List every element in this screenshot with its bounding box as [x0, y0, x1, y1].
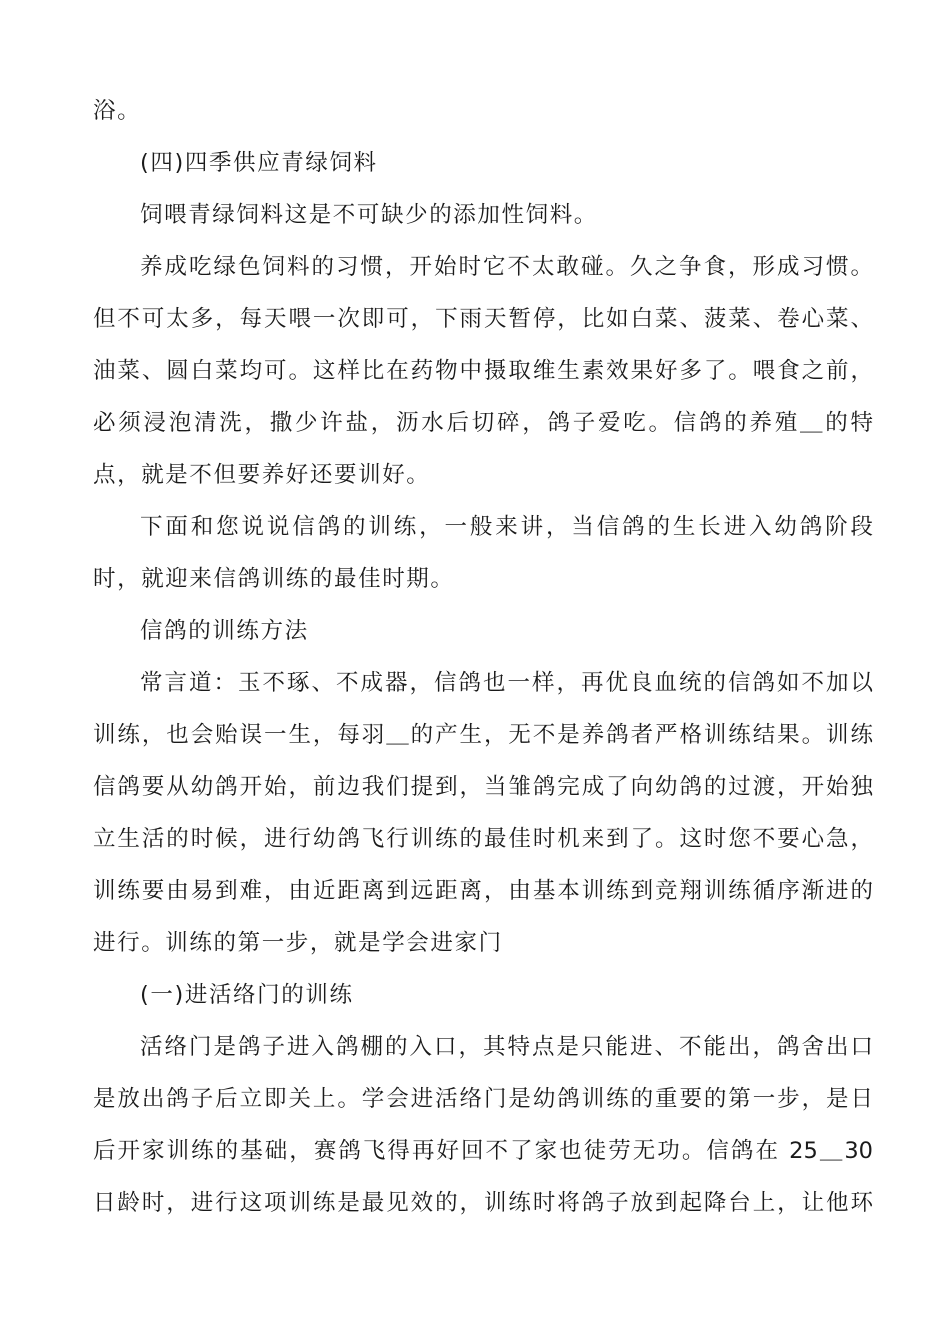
text-line: 立生活的时候，进行幼鸽飞行训练的最佳时机来到了。这时您不要心急， — [93, 826, 873, 852]
text-line: 浴。 — [93, 98, 142, 124]
section-heading: 信鸽的训练方法 — [140, 618, 309, 644]
text-line: 但不可太多，每天喂一次即可，下雨天暂停，比如白菜、菠菜、卷心菜、 — [93, 306, 873, 332]
text-line: 活络门是鸽子进入鸽棚的入口，其特点是只能进、不能出，鸽舍出口 — [140, 1034, 873, 1060]
text-line: 训练，也会贻误一生，每羽＿的产生，无不是养鸽者严格训练结果。训练 — [93, 722, 873, 748]
text-line: 油菜、圆白菜均可。这样比在药物中摄取维生素效果好多了。喂食之前， — [93, 358, 873, 384]
text-line: 常言道：玉不琢、不成器，信鸽也一样，再优良血统的信鸽如不加以 — [140, 670, 873, 696]
section-heading: (四)四季供应青绿饲料 — [140, 150, 378, 176]
text-line: 点，就是不但要养好还要训好。 — [93, 462, 431, 488]
text-line: 是放出鸽子后立即关上。学会进活络门是幼鸽训练的重要的第一步，是日 — [93, 1086, 873, 1112]
text-line: 训练要由易到难，由近距离到远距离，由基本训练到竞翔训练循序渐进的 — [93, 878, 873, 904]
text-line: 时，就迎来信鸽训练的最佳时期。 — [93, 566, 455, 592]
text-line: 饲喂青绿饲料这是不可缺少的添加性饲料。 — [140, 202, 598, 228]
text-line: 信鸽要从幼鸽开始，前边我们提到，当雏鸽完成了向幼鸽的过渡，开始独 — [93, 774, 873, 800]
text-line: 后开家训练的基础，赛鸽飞得再好回不了家也徒劳无功。信鸽在 25＿30 — [93, 1138, 873, 1164]
text-line: 进行。训练的第一步，就是学会进家门 — [93, 930, 503, 956]
text-line: 下面和您说说信鸽的训练，一般来讲，当信鸽的生长进入幼鸽阶段 — [140, 514, 873, 540]
text-line: 日龄时，进行这项训练是最见效的，训练时将鸽子放到起降台上，让他环 — [93, 1190, 873, 1216]
text-line: 养成吃绿色饲料的习惯，开始时它不太敢碰。久之争食，形成习惯。 — [140, 254, 873, 280]
section-heading: (一)进活络门的训练 — [140, 982, 354, 1008]
text-line: 必须浸泡清洗，撒少许盐，沥水后切碎，鸽子爱吃。信鸽的养殖＿的特 — [93, 410, 873, 436]
